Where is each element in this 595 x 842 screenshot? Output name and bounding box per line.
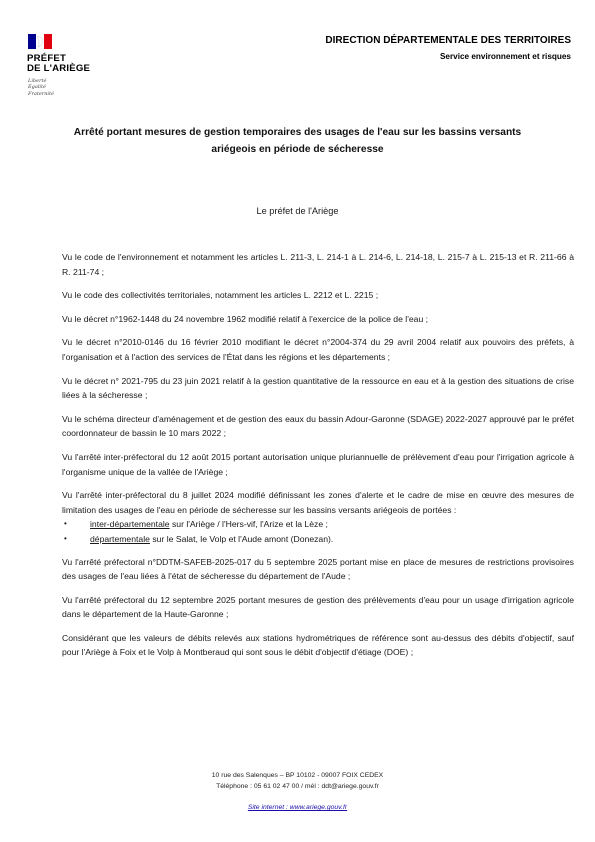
vu-paragraph: Vu le code de l'environnement et notamment les articles L. 211-3, L. 214-1 à L. 214-6, L. 214-18, L. 215-7 à L. 215-13 et R. 211-66 à R. 211-74 ; [62, 252, 574, 277]
vu-paragraph: Vu l'arrêté inter-préfectoral du 8 juillet 2024 modifié définissant les zones d'alerte et le cadre de mise en œuvre des mesures de limitation des usages de l'eau en période de sécheresse sur les bassins versants ariégeois de portées : [62, 490, 574, 515]
prefet-heading: Le préfet de l'Ariège [256, 206, 339, 216]
document-title: Arrêté portant mesures de gestion temporaires des usages de l'eau sur les bassins versants ariégeois en période de sécheresse [73, 127, 522, 155]
vu-paragraph: Vu l'arrêté préfectoral du 12 septembre 2025 portant mesures de gestion des prélèvements d'eau pour un usage d'irrigation agricole dans le département de la Haute-Garonne ; [62, 594, 574, 620]
bullet-list [62, 517, 574, 546]
vu-paragraph: Vu le décret n°2010-0146 du 16 février 2010 modifiant le décret n°2004-374 du 29 avril 2004 relatif aux pouvoirs des préfets, à l'organisation et à l'action des services de l'État dans les régions et les départements ; [62, 337, 574, 362]
prefecture-logo-text: PRÉFET DE L'ARIÈGE [27, 53, 91, 74]
list-item: • inter-départementale sur l'Ariège / l'Hers-vif, l'Arize et la Lèze ; [90, 517, 574, 532]
list-item: • départementale sur le Salat, le Volp et l'Aude amont (Donezan). [90, 532, 574, 547]
vu-paragraph: Vu le schéma directeur d'aménagement et de gestion des eaux du bassin Adour-Garonne (SDAGE) 2022-2027 approuvé par le préfet coordonnateur de bassin le 10 mars 2022 ; [62, 413, 574, 439]
vu-paragraph: Vu l'arrêté préfectoral n°DDTM-SAFEB-2025-017 du 5 septembre 2025 portant mise en place de mesures de restrictions provisoires des usages de l'eau liées à l'état de sécheresse du département de l'Aude ; [62, 556, 574, 582]
footer-contact [0, 770, 595, 792]
vu-paragraph: Vu l'arrêté inter-préfectoral du 12 août 2015 portant autorisation unique pluriannuelle de prélèvement d'eau pour l'irrigation agricole à l'organisme unique de la vallée de l'Ariège ; [62, 451, 574, 477]
republic-flag-icon [28, 34, 52, 49]
republic-motto: Liberté Égalité Fraternité [28, 78, 54, 97]
footer-address: 10 rue des Salenques – BP 10102 - 09007 FOIX CEDEX [211, 772, 384, 779]
considerant-paragraph: Considérant que les valeurs de débits relevés aux stations hydrométriques de référence sont au-dessus des débits d'objectif, sauf pour l'Ariège à Foix et le Volp à Montberaud qui sont sous le débit d'objectif d'étiage (DOE) ; [62, 632, 574, 658]
bullet-icon: • [64, 519, 67, 529]
direction-name: DIRECTION DÉPARTEMENTALE DES TERRITOIRES [325, 35, 571, 46]
vu-paragraph: Vu le décret n° 2021-795 du 23 juin 2021 relatif à la gestion quantitative de la ressource en eau et à la gestion des situations de crise liées à la sécheresse ; [62, 375, 574, 401]
website-link[interactable]: Site internet : www.ariege.gouv.fr [247, 804, 348, 811]
vu-paragraph: Vu le décret n°1962-1448 du 24 novembre 1962 modifié relatif à l'exercice de la police de l'eau ; [62, 313, 429, 324]
bullet-icon: • [64, 533, 67, 543]
footer-phone-email: Téléphone : 05 61 02 47 00 / mél : ddt@ariege.gouv.fr [216, 783, 379, 791]
service-name: Service environnement et risques [439, 52, 571, 61]
document-body [62, 250, 574, 669]
vu-paragraph: Vu le code des collectivités territoriales, notamment les articles L. 2212 et L. 2215 ; [62, 290, 379, 301]
